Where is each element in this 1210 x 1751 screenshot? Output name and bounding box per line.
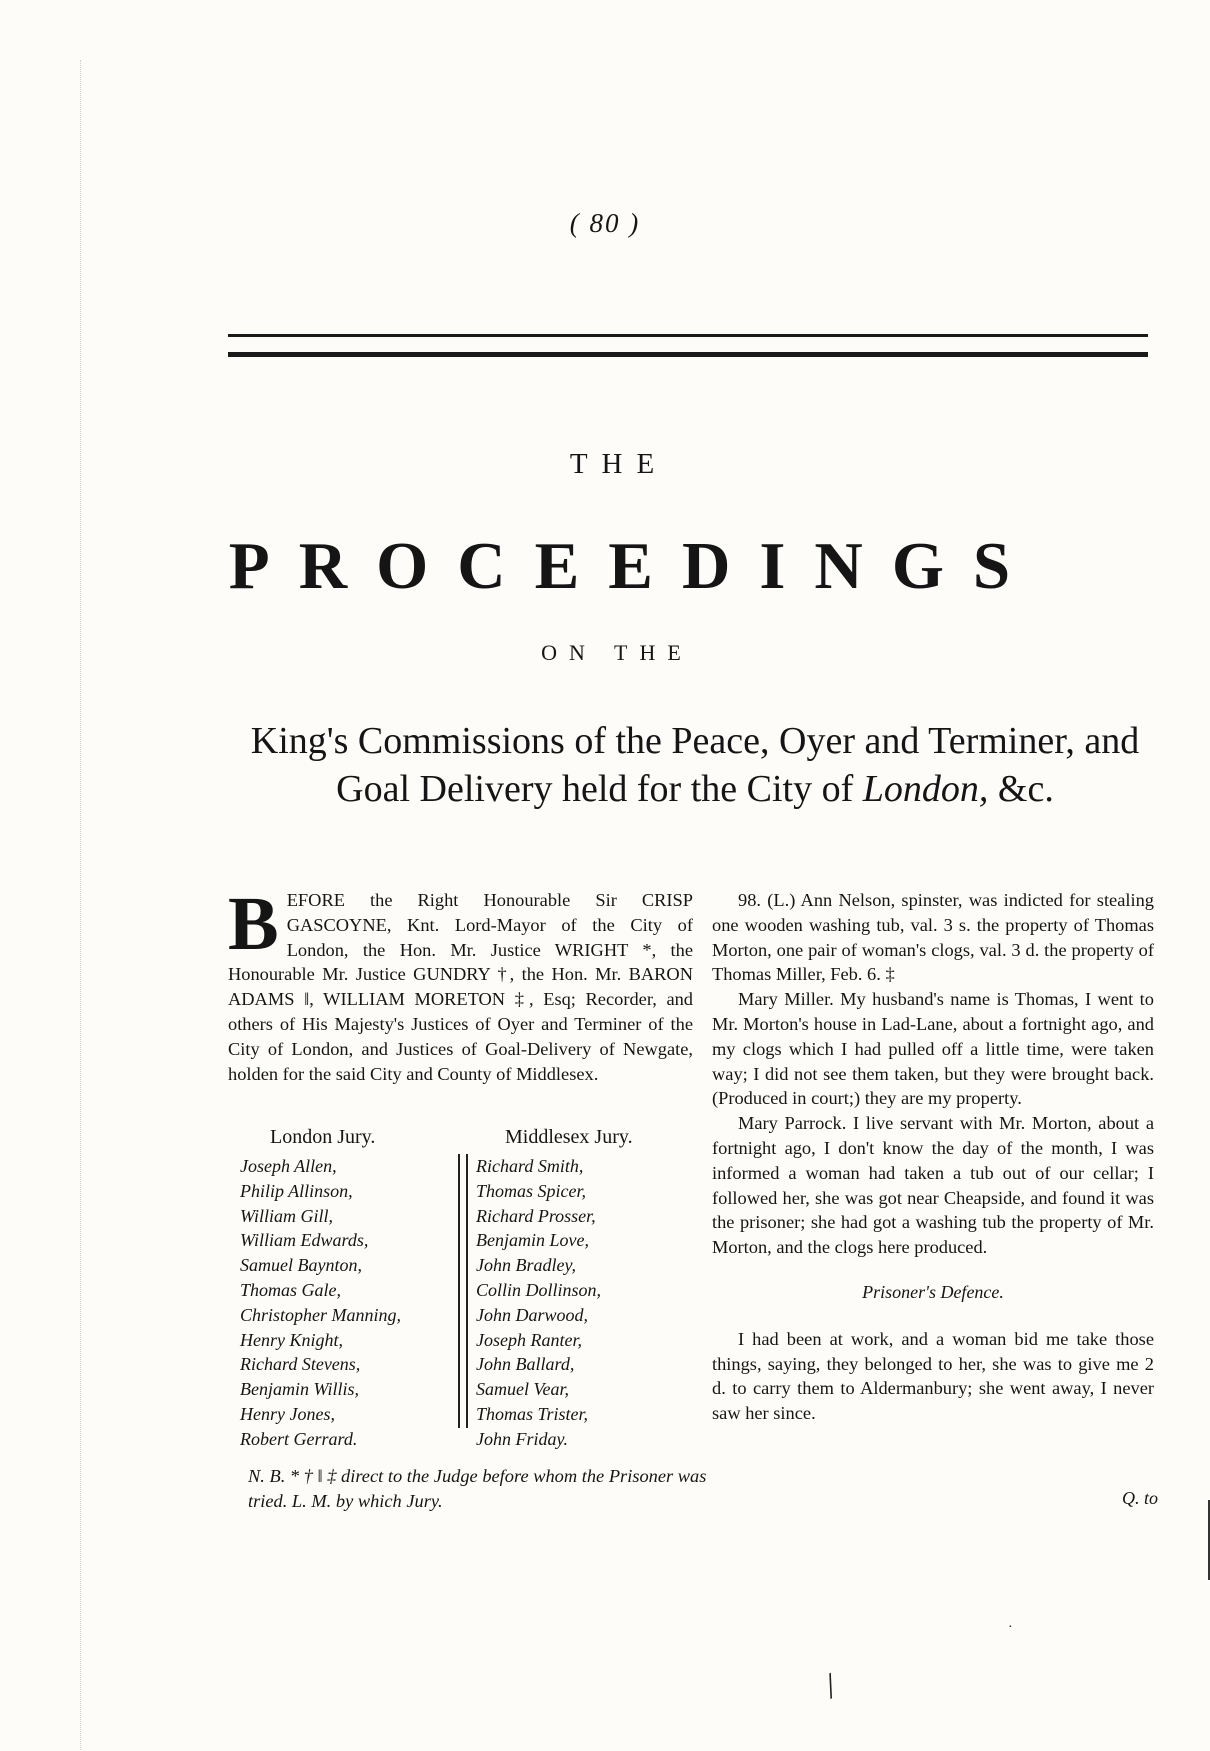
- juror-name: Joseph Ranter,: [476, 1329, 582, 1350]
- drop-cap: B: [228, 882, 279, 966]
- london-jury-list: [240, 1154, 401, 1452]
- juror-name: Benjamin Love,: [476, 1230, 589, 1251]
- juror-name: William Edwards,: [240, 1230, 369, 1251]
- jury-bracket: [458, 1154, 468, 1428]
- middlesex-jury-heading: Middlesex Jury.: [505, 1126, 633, 1148]
- juror-name: Benjamin Willis,: [240, 1379, 359, 1400]
- case-column: [712, 888, 1154, 1426]
- juror-name: Thomas Trister,: [476, 1403, 589, 1424]
- page-number: ( 80 ): [569, 208, 641, 238]
- intro-text: EFORE the Right Honourable Sir CRISP GASCOYNE, Knt. Lord-Mayor of the City of London, the Hon. Mr. Justice WRIGHT *, the Honourable Mr. Justice GUNDRY †, the Hon. Mr. BARON ADAMS ‖, WILLIAM MORETON ‡, Esq; Recorder, and others of His Majesty's Justices of Oyer and Terminer of the City of London, and Justices of Goal-Delivery of Newgate, holden for the said City and County of Middlesex.: [228, 890, 693, 1084]
- subtitle-line-2: [210, 767, 1180, 811]
- ink-mark-icon: /: [817, 1668, 844, 1705]
- title-proceedings: PROCEEDINGS: [228, 529, 1040, 603]
- juror-name: Richard Stevens,: [240, 1354, 361, 1375]
- juror-name: Christopher Manning,: [240, 1304, 402, 1325]
- catchword: Q. to: [1122, 1488, 1158, 1508]
- prisoner-defence: I had been at work, and a woman bid me take those things, saying, they belonged to her, she was to give me 2 d. to carry them to Aldermanbury; she went away, I never saw her since.: [712, 1328, 1154, 1424]
- title-the: THE: [569, 448, 669, 480]
- juror-name: Henry Jones,: [240, 1403, 335, 1424]
- juror-name: John Bradley,: [476, 1255, 576, 1276]
- ink-speck-icon: ·: [1008, 1620, 1013, 1635]
- juror-name: Henry Knight,: [240, 1329, 343, 1350]
- nb-note: N. B. * † ‖ ‡ direct to the Judge before whom the Prisoner was tried. L. M. by which Jury.: [248, 1466, 707, 1511]
- juror-name: Thomas Gale,: [240, 1279, 342, 1300]
- header-rule-thin: [228, 334, 1148, 337]
- juror-name: William Gill,: [240, 1205, 334, 1226]
- juror-name: Samuel Baynton,: [240, 1255, 362, 1276]
- juror-name: Samuel Vear,: [476, 1379, 569, 1400]
- title-on-the: ON THE: [541, 640, 693, 665]
- juror-name: Richard Smith,: [476, 1156, 584, 1176]
- middlesex-jury-list: [476, 1154, 601, 1452]
- juror-name: Robert Gerrard.: [240, 1428, 358, 1449]
- subtitle-city: London,: [862, 768, 989, 810]
- juror-name: John Friday.: [476, 1428, 568, 1449]
- juror-name: John Ballard,: [476, 1354, 575, 1375]
- defence-heading: Prisoner's Defence.: [862, 1281, 1004, 1302]
- header-rule-thick: [228, 352, 1148, 357]
- juror-name: Collin Dollinson,: [476, 1279, 602, 1300]
- subtitle-line-1: King's Commissions of the Peace, Oyer and Terminer, and: [250, 720, 1140, 762]
- juror-name: John Darwood,: [476, 1304, 588, 1325]
- juror-name: Thomas Spicer,: [476, 1180, 587, 1201]
- intro-paragraph: [228, 882, 693, 1086]
- subtitle-etc: &c.: [997, 768, 1054, 810]
- london-jury-heading: London Jury.: [270, 1126, 376, 1148]
- juror-name: Philip Allinson,: [240, 1180, 353, 1201]
- case-indictment: 98. (L.) Ann Nelson, spinster, was indicted for stealing one wooden washing tub, val. 3 s. the property of Thomas Morton, one pair of woman's clogs, val. 3 d. the property of Thomas Miller, Feb. 6. ‡: [712, 890, 1154, 985]
- testimony-mary-miller: Mary Miller. My husband's name is Thomas, I went to Mr. Morton's house in Lad-Lane, about a fortnight ago, and my clogs which I had pulled off a little time, were taken way; I did not see them taken, but they were brought back. (Produced in court;) they are my property.: [712, 989, 1154, 1109]
- juror-name: Joseph Allen,: [240, 1156, 337, 1176]
- subtitle-text: Goal Delivery held for the City of: [336, 768, 854, 810]
- testimony-mary-parrock: Mary Parrock. I live servant with Mr. Morton, about a fortnight ago, I don't know the day of the month, I was informed a woman had taken a tub out of our cellar; I followed her, she was got near Cheapside, and found it was the prisoner; she had got a washing tub the property of Mr. Morton, and the clogs here produced.: [712, 1113, 1154, 1258]
- page-margin-edge: [0, 60, 81, 1750]
- juror-name: Richard Prosser,: [476, 1205, 596, 1226]
